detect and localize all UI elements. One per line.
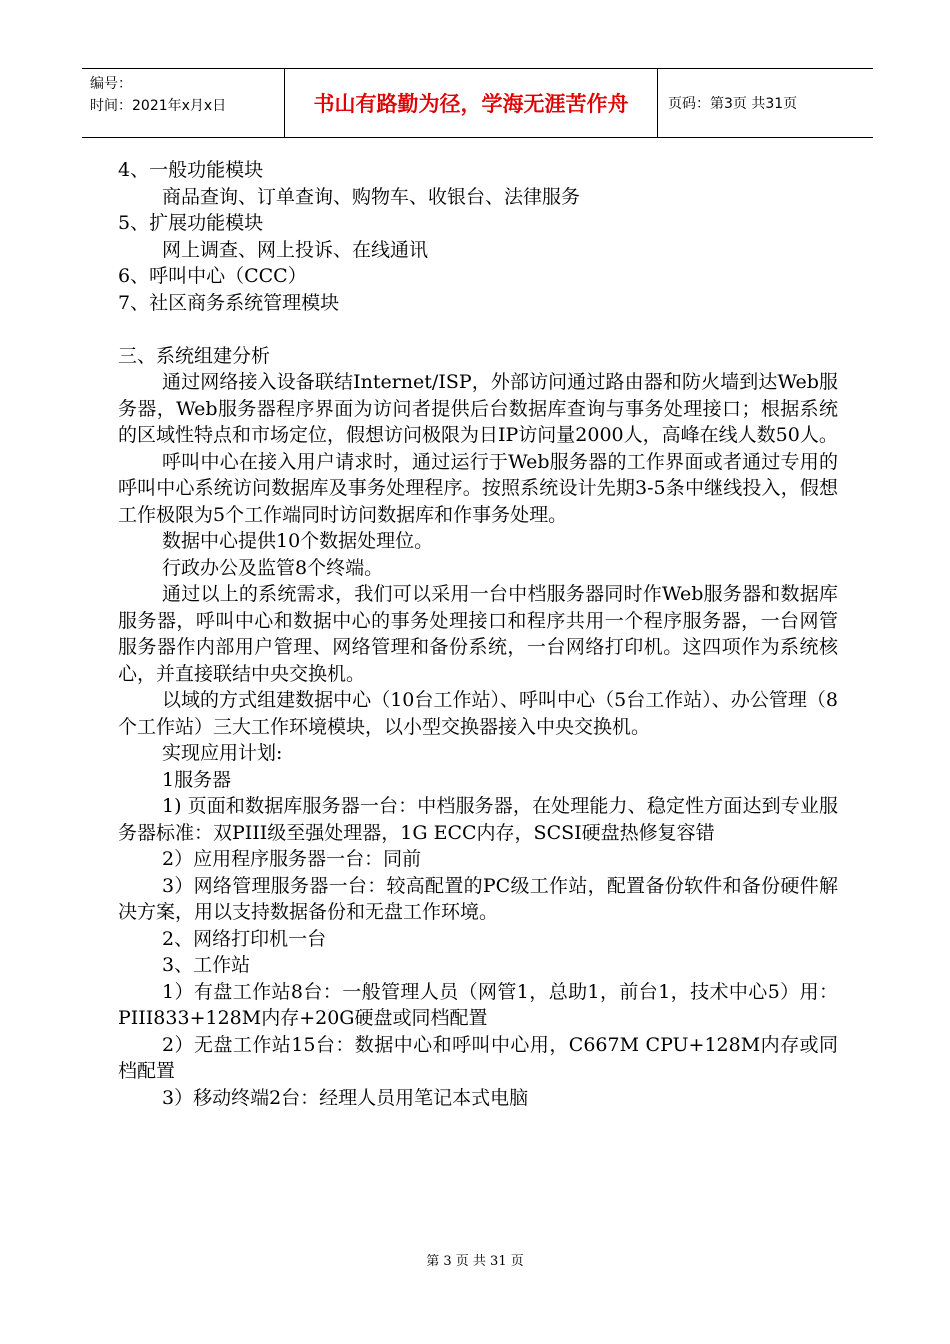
page-header [82, 68, 873, 138]
paragraph: 呼叫中心在接入用户请求时，通过运行于Web服务器的工作界面或者通过专用的呼叫中心系统访问数据库及事务处理程序。按照系统设计先期3-5条中继线投入，假想工作极限为5个工作端同时访问数据库和作事务处理。 [118, 450, 838, 526]
paragraph: 以域的方式组建数据中心（10台工作站）、呼叫中心（5台工作站）、办公管理（8个工作站）三大工作环境模块，以小型交换器接入中央交换机。 [118, 689, 838, 738]
paragraph: 通过网络接入设备联结Internet/ISP，外部访问通过路由器和防火墙到达Web服务器，Web服务器程序界面为访问者提供后台数据库查询与事务处理接口；根据系统的区域性特点和市场定位，假想访问极限为日IP访问量2000人，高峰在线人数50人。 [118, 371, 838, 446]
paragraph: 2）无盘工作站15台：数据中心和呼叫中心用，C667M CPU+128M内存或同档配置 [118, 1033, 838, 1082]
paragraph: 行政办公及监管8个终端。 [162, 556, 384, 579]
paragraph: 3、工作站 [162, 954, 251, 976]
page-footer: 第 3 页 共 31 页 [426, 1254, 524, 1269]
list-item: 4、一般功能模块 [118, 159, 264, 181]
header-meta [82, 69, 285, 137]
header-page-info: 页码：第3页 共31页 [668, 96, 798, 112]
list-item: 7、社区商务系统管理模块 [118, 291, 340, 314]
paragraph: 实现应用计划: [162, 742, 283, 764]
blank-line [118, 316, 838, 343]
list-item-detail: 商品查询、订单查询、购物车、收银台、法律服务 [162, 185, 581, 208]
header-motto: 书山有路勤为径，学海无涯苦作舟 [285, 69, 658, 137]
paragraph: 通过以上的系统需求，我们可以采用一台中档服务器同时作Web服务器和数据库服务器，呼叫中心和数据中心的事务处理接口和程序共用一个程序服务器，一台网管服务器作内部用户管理、网络管理和备份系统，一台网络打印机。这四项作为系统核心，并直接联结中央交换机。 [118, 583, 838, 685]
document-body [118, 157, 838, 1111]
paragraph: 1) 页面和数据库服务器一台：中档服务器，在处理能力、稳定性方面达到专业服务器标准：双PIII级至强处理器，1G ECC内存，SCSI硬盘热修复容错 [118, 795, 838, 844]
list-item: 6、呼叫中心（CCC） [118, 265, 307, 287]
paragraph: 3）网络管理服务器一台：较高配置的PC级工作站，配置备份软件和备份硬件解决方案，用以支持数据备份和无盘工作环境。 [118, 874, 838, 923]
paragraph: 数据中心提供10个数据处理位。 [162, 530, 434, 552]
number-label: 编号： [90, 76, 132, 92]
paragraph: 2、网络打印机一台 [162, 927, 327, 950]
list-item-detail: 网上调查、网上投诉、在线通讯 [162, 238, 429, 261]
paragraph: 1）有盘工作站8台：一般管理人员（网管1，总助1，前台1，技术中心5）用：PIII833+128M内存+20G硬盘或同档配置 [118, 980, 838, 1029]
paragraph: 1服务器 [162, 768, 232, 791]
paragraph: 2）应用程序服务器一台：同前 [162, 848, 422, 870]
paragraph: 3）移动终端2台：经理人员用笔记本式电脑 [162, 1086, 529, 1109]
section-heading: 三、系统组建分析 [118, 344, 271, 367]
list-item: 5、扩展功能模块 [118, 212, 264, 234]
time-label: 时间：2021年x月x日 [90, 98, 227, 114]
